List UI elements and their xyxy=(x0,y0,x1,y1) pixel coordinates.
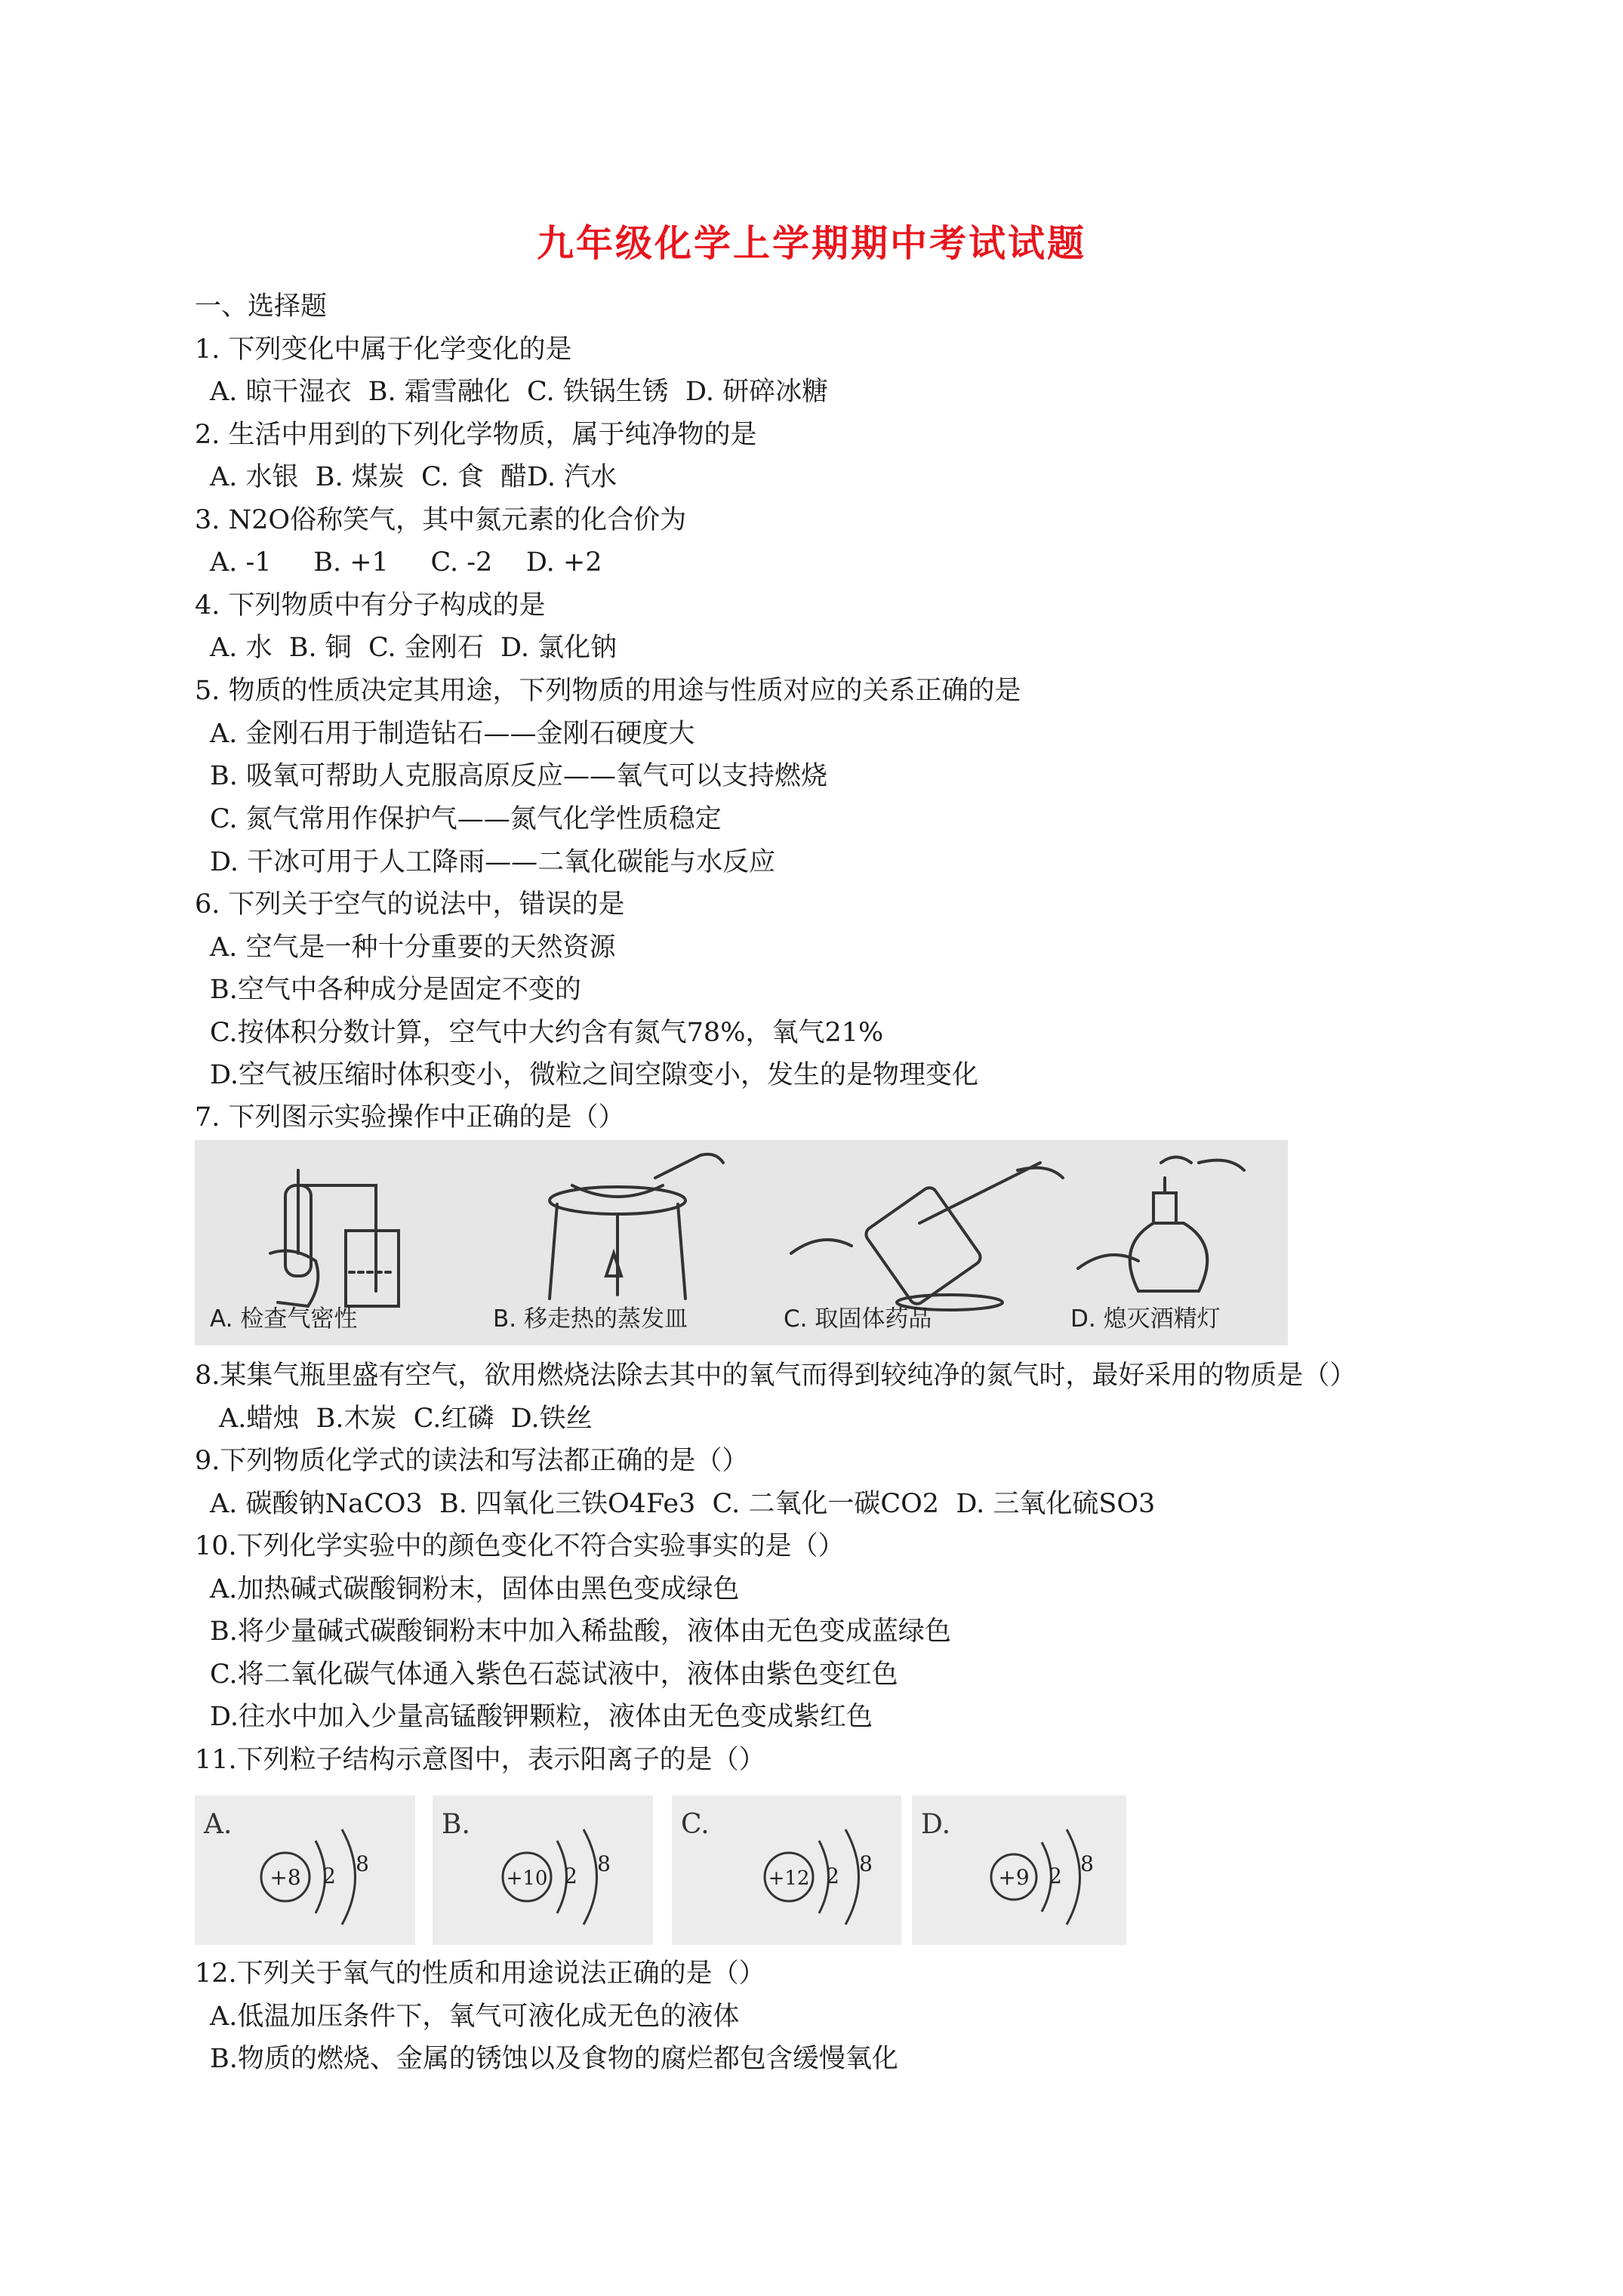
q7-label-b: B. 移走热的蒸发皿 xyxy=(493,1305,688,1333)
q12-stem: 12.下列关于氧气的性质和用途说法正确的是（） xyxy=(195,1959,765,1989)
q7-stem: 7. 下列图示实验操作中正确的是（） xyxy=(195,1102,625,1133)
q1-options: A. 晾干湿衣 B. 霜雪融化 C. 铁锅生锈 D. 研碎冰糖 xyxy=(210,377,829,407)
q6-option-a: A. 空气是一种十分重要的天然资源 xyxy=(210,932,616,963)
q7-figure xyxy=(195,1140,1288,1345)
atom-c-shell2: 8 xyxy=(859,1851,873,1876)
q10-option-c: C.将二氧化碳气体通入紫色石蕊试液中，液体由紫色变红色 xyxy=(210,1660,898,1690)
q2-stem: 2. 生活中用到的下列化学物质，属于纯净物的是 xyxy=(195,420,757,450)
atom-diagram-b xyxy=(433,1795,653,1945)
q5-option-b: B. 吸氧可帮助人克服高原反应——氧气可以支持燃烧 xyxy=(210,761,827,791)
atom-d-shell1: 2 xyxy=(1049,1863,1062,1888)
q10-stem: 10.下列化学实验中的颜色变化不符合实验事实的是（） xyxy=(195,1531,845,1561)
q4-options: A. 水 B. 铜 C. 金刚石 D. 氯化钠 xyxy=(210,633,617,663)
atom-b-shell2: 8 xyxy=(597,1851,611,1876)
atom-c-shell1: 2 xyxy=(826,1863,839,1888)
q12-option-a: A.低温加压条件下，氧气可液化成无色的液体 xyxy=(210,2002,740,2032)
q12-option-b: B.物质的燃烧、金属的锈蚀以及食物的腐烂都包含缓慢氧化 xyxy=(210,2044,898,2074)
q2-options: A. 水银 B. 煤炭 C. 食 醋D. 汽水 xyxy=(210,462,617,492)
q8-options: A.蜡烛 B.木炭 C.红磷 D.铁丝 xyxy=(219,1404,593,1434)
atom-b-nucleus: +10 xyxy=(506,1867,548,1890)
atom-b-shells xyxy=(433,1795,653,1945)
atom-b-label: B. xyxy=(442,1809,470,1840)
q7-label-d: D. 熄灭酒精灯 xyxy=(1070,1305,1221,1333)
q8-stem: 8.某集气瓶里盛有空气，欲用燃烧法除去其中的氧气而得到较纯净的氮气时，最好采用的物质是（） xyxy=(195,1361,1357,1391)
q10-option-a: A.加热碱式碳酸铜粉末，固体由黑色变成绿色 xyxy=(210,1574,740,1604)
section-heading: 一、选择题 xyxy=(195,291,328,322)
q5-option-a: A. 金刚石用于制造钻石——金刚石硬度大 xyxy=(210,719,695,749)
atom-a-label: A. xyxy=(204,1809,233,1840)
atom-d-shells xyxy=(912,1795,1126,1945)
q10-option-d: D.往水中加入少量高锰酸钾颗粒，液体由无色变成紫红色 xyxy=(210,1702,873,1732)
q6-option-b: B.空气中各种成分是固定不变的 xyxy=(210,975,581,1005)
atom-diagram-d xyxy=(912,1795,1126,1945)
q3-options: A. -1 B. +1 C. -2 D. +2 xyxy=(210,547,602,578)
atom-diagram-c xyxy=(672,1795,901,1945)
q6-option-d: D.空气被压缩时体积变小，微粒之间空隙变小，发生的是物理变化 xyxy=(210,1060,978,1090)
atom-b-shell1: 2 xyxy=(564,1863,577,1888)
atom-a-nucleus: +8 xyxy=(269,1865,301,1890)
atom-diagram-a xyxy=(195,1795,415,1945)
q10-option-b: B.将少量碱式碳酸铜粉末中加入稀盐酸，液体由无色变成蓝绿色 xyxy=(210,1616,951,1647)
q5-option-d: D. 干冰可用于人工降雨——二氧化碳能与水反应 xyxy=(210,847,776,877)
atom-d-label: D. xyxy=(921,1809,951,1840)
q3-stem: 3. N2O俗称笑气，其中氮元素的化合价为 xyxy=(195,505,687,535)
q7-label-a: A. 检查气密性 xyxy=(210,1305,358,1333)
q6-option-c: C.按体积分数计算，空气中大约含有氮气78%，氧气21% xyxy=(210,1018,884,1048)
q5-option-c: C. 氮气常用作保护气——氮气化学性质稳定 xyxy=(210,804,722,834)
atom-a-shell2: 8 xyxy=(356,1851,369,1876)
atom-c-nucleus: +12 xyxy=(768,1867,810,1890)
q9-stem: 9.下列物质化学式的读法和写法都正确的是（） xyxy=(195,1446,749,1476)
atom-c-shells xyxy=(672,1795,901,1945)
atom-c-label: C. xyxy=(681,1809,710,1840)
q4-stem: 4. 下列物质中有分子构成的是 xyxy=(195,590,546,621)
q1-stem: 1. 下列变化中属于化学变化的是 xyxy=(195,334,572,365)
q11-stem: 11.下列粒子结构示意图中，表示阳离子的是（） xyxy=(195,1745,765,1775)
page-title: 九年级化学上学期期中考试试题 xyxy=(536,222,1086,265)
atom-d-shell2: 8 xyxy=(1080,1851,1094,1876)
q6-stem: 6. 下列关于空气的说法中，错误的是 xyxy=(195,889,625,920)
q5-stem: 5. 物质的性质决定其用途，下列物质的用途与性质对应的关系正确的是 xyxy=(195,676,1021,706)
atom-a-shell1: 2 xyxy=(322,1863,336,1888)
q7-label-c: C. 取固体药品 xyxy=(784,1305,932,1333)
atom-a-shells xyxy=(195,1795,415,1945)
q9-options: A. 碳酸钠NaCO3 B. 四氧化三铁O4Fe3 C. 二氧化一碳CO2 D. 三氧化硫SO3 xyxy=(210,1489,1156,1519)
atom-d-nucleus: +9 xyxy=(998,1865,1030,1890)
